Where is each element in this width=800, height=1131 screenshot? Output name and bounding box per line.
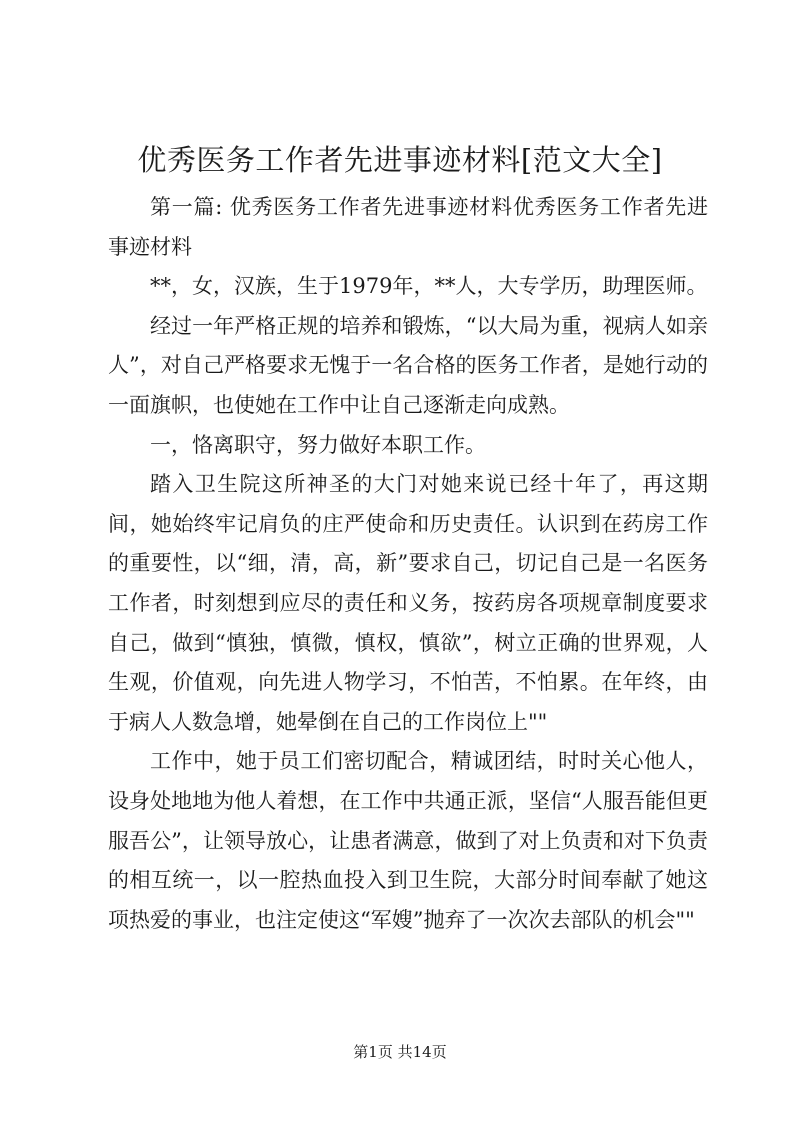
paragraph-subheading-one: 一，恪离职守，努力做好本职工作。 <box>150 432 486 457</box>
paragraph-pharmacy-work: 踏入卫生院这所神圣的大门对她来说已经十年了，再这期间，她始终牢记肩负的庄严使命和历史责任。认识到在药房工作的重要性，以“细，清，高，新”要求自己，切记自己是一名医务工作者，时刻想到应尽的责任和义务，按药房各项规章制度要求自己，做到“慎独，慎微，慎权，慎欲”，树立正确的世界观，人生观，价值观，向先进人物学习，不怕苦，不怕累。在年终，由于病人人数急增，她晕倒在自己的工作岗位上"" <box>108 472 708 734</box>
document-title: 优秀医务工作者先进事迹材料[范文大全] <box>137 143 663 177</box>
document-body <box>108 188 708 940</box>
paragraph-teamwork: 工作中，她于员工们密切配合，精诚团结，时时关心他人，设身处地地为他人着想，在工作中共通正派，坚信“人服吾能但更服吾公”，让领导放心，让患者满意，做到了对上负责和对下负责的相互统一，以一腔热血投入到卫生院，大部分时间奉献了她这项热爱的事业，也注定使这“军嫂”抛弃了一次次去部队的机会"" <box>108 749 708 932</box>
paragraph-section-heading: 第一篇: 优秀医务工作者先进事迹材料优秀医务工作者先进事迹材料 <box>108 195 708 259</box>
page-number-footer: 第1页 共14页 <box>353 1043 447 1061</box>
paragraph-profile: **，女，汉族，生于1979年，**人，大专学历，助理医师。 <box>150 274 708 299</box>
paragraph-intro: 经过一年严格正规的培养和锻炼，“以大局为重，视病人如亲人”，对自己严格要求无愧于一名合格的医务工作者，是她行动的一面旗帜，也使她在工作中让自己逐渐走向成熟。 <box>108 313 708 417</box>
